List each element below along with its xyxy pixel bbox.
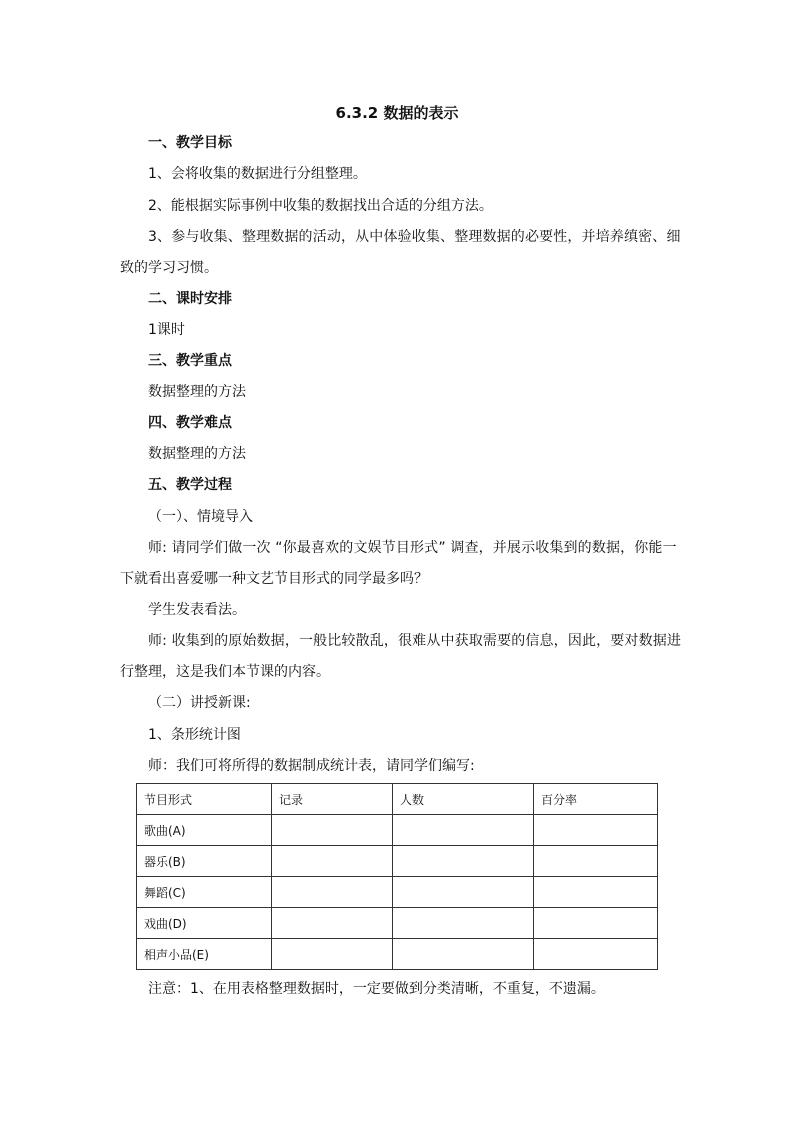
table-cell-record bbox=[272, 939, 393, 970]
table-row bbox=[137, 846, 658, 877]
table-cell-record bbox=[272, 846, 393, 877]
note-text: 注意：1、在用表格整理数据时，一定要做到分类清晰，不重复，不遗漏。 bbox=[148, 981, 605, 997]
table-row bbox=[137, 877, 658, 908]
teacher-question-line1: 师: 请同学们做一次 “你最喜欢的文娱节目形式” 调查，并展示收集到的数据，你能一 bbox=[148, 540, 677, 556]
key-points-text: 数据整理的方法 bbox=[148, 384, 246, 400]
schedule-heading: 二、课时安排 bbox=[148, 291, 232, 307]
intro-heading: （一）、情境导入 bbox=[148, 509, 253, 525]
objective-3-line1: 3、参与收集、整理数据的活动，从中体验收集、整理数据的必要性，并培养缜密、细 bbox=[148, 229, 681, 245]
new-lesson-heading: （二）讲授新课: bbox=[148, 695, 251, 711]
table-cell-record bbox=[272, 908, 393, 939]
objective-2: 2、能根据实际事例中收集的数据找出合适的分组方法。 bbox=[148, 198, 493, 214]
table-row bbox=[137, 815, 658, 846]
student-response: 学生发表看法。 bbox=[148, 602, 246, 618]
table-cell-percent bbox=[534, 815, 658, 846]
key-points-heading: 三、教学重点 bbox=[148, 353, 232, 369]
difficulty-text: 数据整理的方法 bbox=[148, 446, 246, 462]
schedule-text: 1课时 bbox=[148, 322, 185, 338]
table-cell-percent bbox=[534, 846, 658, 877]
statistics-table bbox=[136, 783, 658, 970]
teacher-table-instruction: 师：我们可将所得的数据制成统计表，请同学们编写: bbox=[148, 758, 475, 774]
table-cell-percent bbox=[534, 908, 658, 939]
table-cell-record bbox=[272, 815, 393, 846]
objective-1: 1、会将收集的数据进行分组整理。 bbox=[148, 166, 367, 182]
table-header-cell: 记录 bbox=[272, 784, 393, 815]
table-cell-form: 歌曲(A) bbox=[137, 815, 272, 846]
teacher-explanation-line2: 行整理，这是我们本节课的内容。 bbox=[120, 664, 330, 680]
table-cell-count bbox=[393, 877, 534, 908]
table-cell-count bbox=[393, 939, 534, 970]
table-cell-percent bbox=[534, 939, 658, 970]
objective-3-line2: 致的学习习惯。 bbox=[120, 260, 218, 276]
table-cell-count bbox=[393, 846, 534, 877]
page-title: 6.3.2 数据的表示 bbox=[335, 104, 459, 122]
teacher-explanation-line1: 师: 收集到的原始数据，一般比较散乱，很难从中获取需要的信息，因此，要对数据进 bbox=[148, 633, 682, 649]
table-cell-percent bbox=[534, 877, 658, 908]
table-header-cell: 人数 bbox=[393, 784, 534, 815]
table-row bbox=[137, 939, 658, 970]
bar-chart-heading: 1、条形统计图 bbox=[148, 727, 241, 743]
table-cell-count bbox=[393, 908, 534, 939]
table-header-cell: 节目形式 bbox=[137, 784, 272, 815]
difficulty-heading: 四、教学难点 bbox=[148, 415, 232, 431]
table-cell-count bbox=[393, 815, 534, 846]
objectives-heading: 一、教学目标 bbox=[148, 135, 232, 151]
table-cell-form: 相声小品(E) bbox=[137, 939, 272, 970]
table-cell-form: 器乐(B) bbox=[137, 846, 272, 877]
process-heading: 五、教学过程 bbox=[148, 477, 232, 493]
teacher-question-line2: 下就看出喜爱哪一种文艺节目形式的同学最多吗？ bbox=[120, 571, 428, 587]
table-header-cell: 百分率 bbox=[534, 784, 658, 815]
table-cell-form: 舞蹈(C) bbox=[137, 877, 272, 908]
table-cell-record bbox=[272, 877, 393, 908]
table-cell-form: 戏曲(D) bbox=[137, 908, 272, 939]
table-row bbox=[137, 908, 658, 939]
table-header-row bbox=[137, 784, 658, 815]
